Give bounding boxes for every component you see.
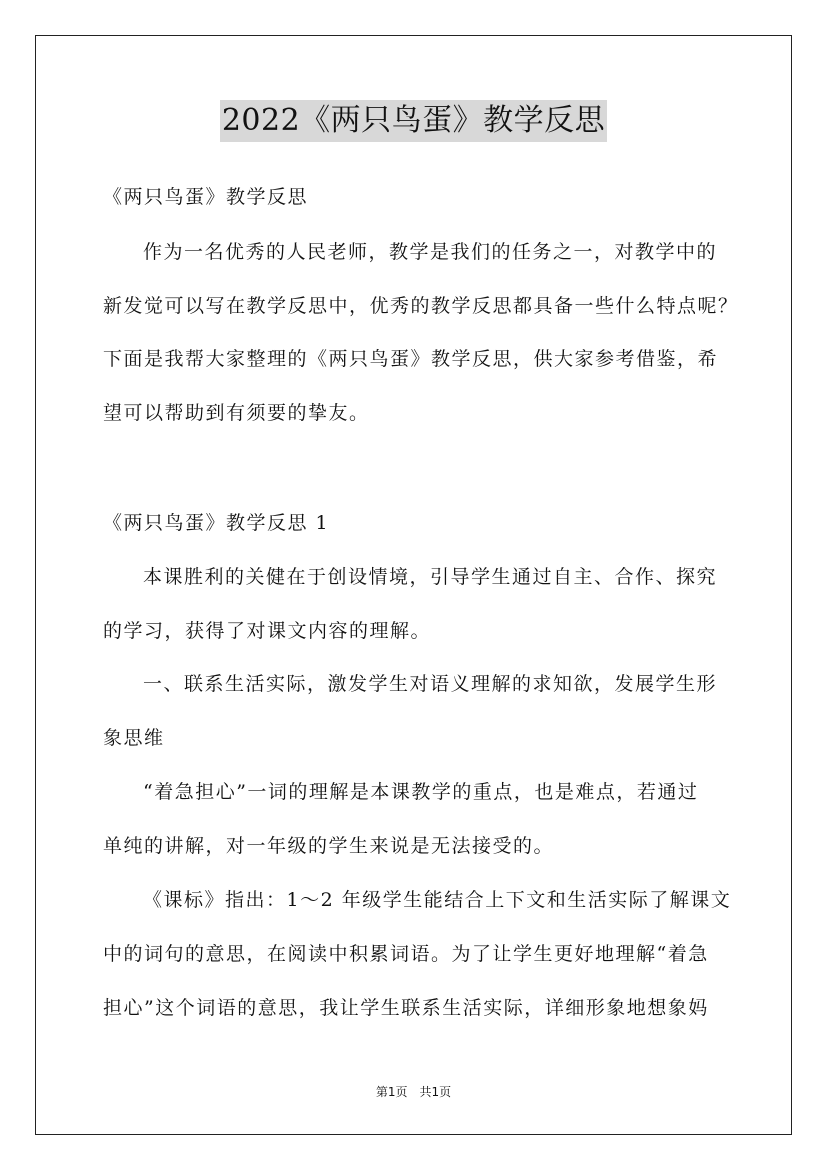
- intro-line-3: 下面是我帮大家整理的《两只鸟蛋》教学反思，供大家参考借鉴，希: [103, 348, 719, 370]
- intro-line-2: 新发觉可以写在教学反思中，优秀的教学反思都具备一些什么特点呢？: [103, 295, 739, 317]
- title-container: [0, 100, 827, 142]
- body-line-2: 的学习，获得了对课文内容的理解。: [103, 620, 432, 642]
- intro-line-4: 望可以帮助到有须要的挚友。: [103, 402, 370, 424]
- body-line-4: 象思维: [103, 727, 165, 749]
- body-line-9: 担心”这个词语的意思，我让学生联系生活实际，详细形象地想象妈: [103, 997, 709, 1019]
- body-line-8: 中的词句的意思，在阅读中积累词语。为了让学生更好地理解“着急: [103, 943, 709, 965]
- body-line-3: 一、联系生活实际，激发学生对语义理解的求知欲，发展学生形: [143, 673, 718, 695]
- intro-line-1: 作为一名优秀的人民老师，教学是我们的任务之一，对教学中的: [143, 241, 718, 263]
- body-line-7: 《课标》指出：1～2 年级学生能结合上下文和生活实际了解课文: [143, 889, 732, 911]
- document-subtitle: 《两只鸟蛋》教学反思: [103, 186, 309, 208]
- page-footer: 第1页 共1页: [375, 1085, 452, 1099]
- body-line-1: 本课胜利的关健在于创设情境，引导学生通过自主、合作、探究: [143, 566, 718, 588]
- body-line-5: “着急担心”一词的理解是本课教学的重点，也是难点，若通过: [143, 781, 699, 803]
- section-heading: 《两只鸟蛋》教学反思 1: [103, 512, 330, 534]
- body-line-6: 单纯的讲解，对一年级的学生来说是无法接受的。: [103, 835, 555, 857]
- document-title: 2022《两只鸟蛋》教学反思: [220, 100, 607, 142]
